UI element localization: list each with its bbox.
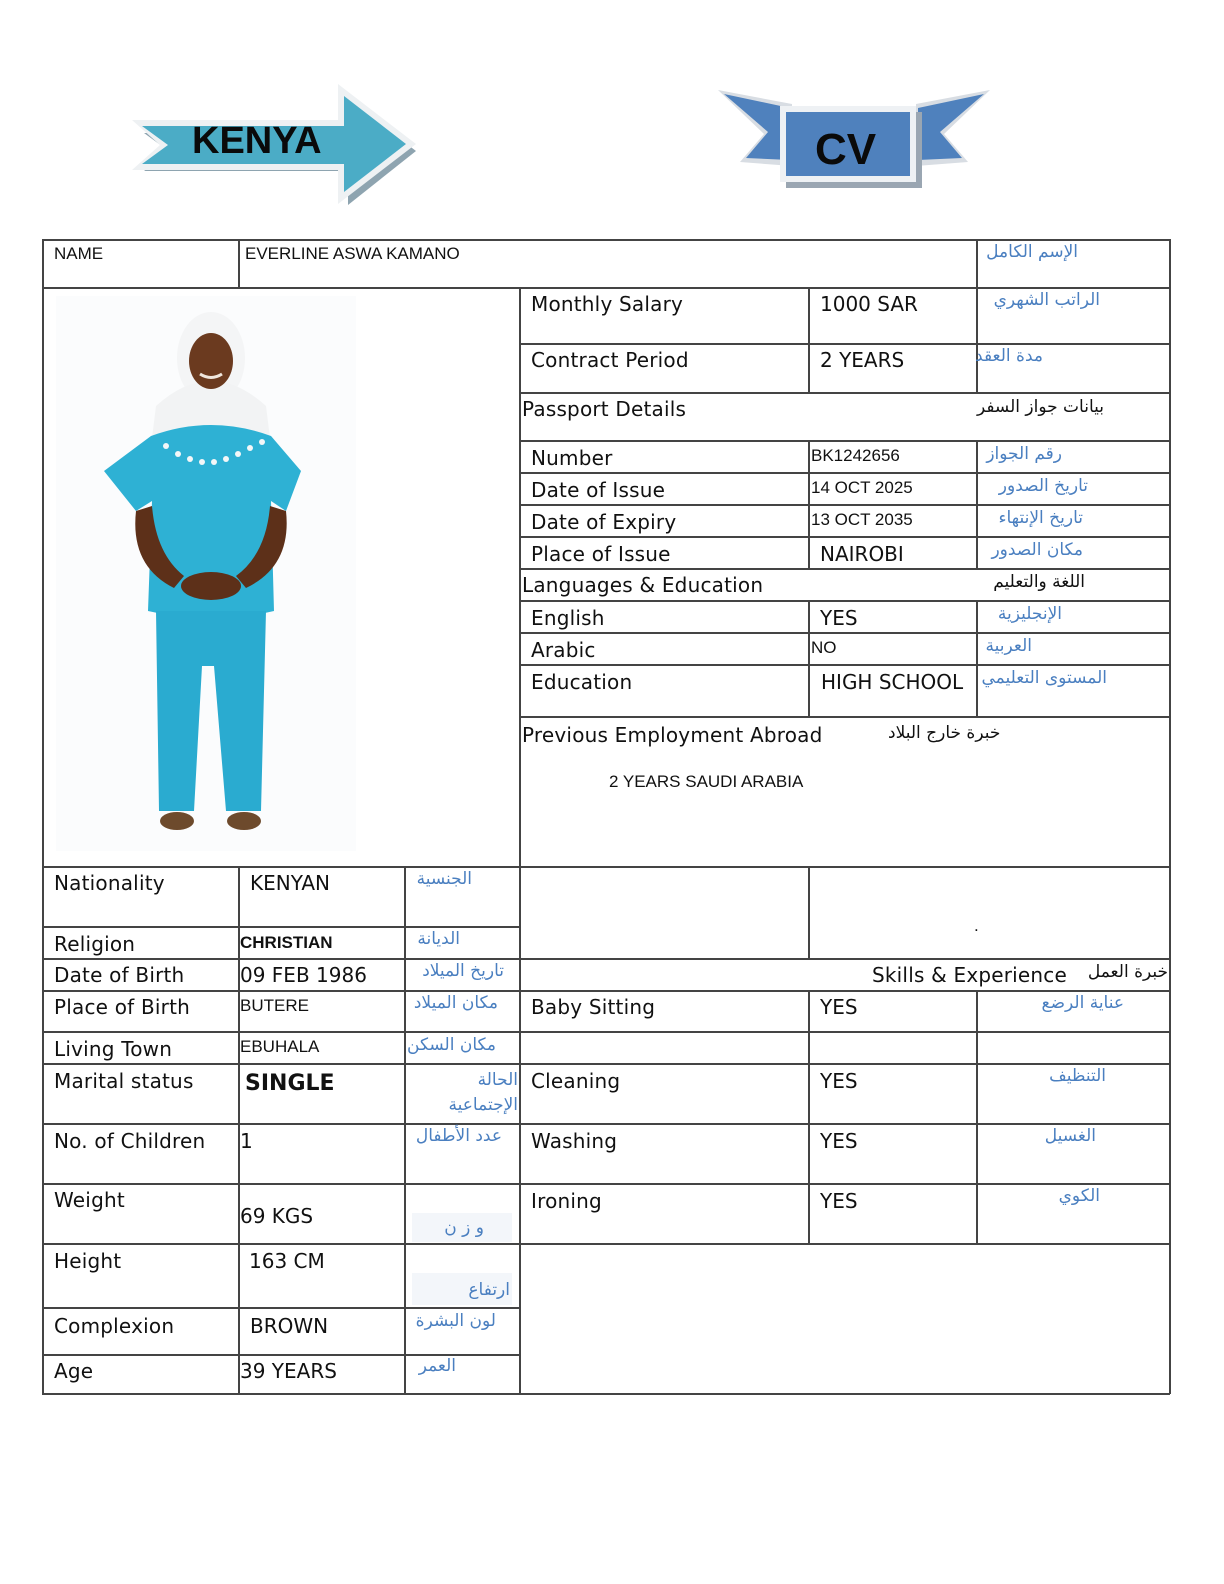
personal-label-ar: تاريخ الميلاد — [422, 961, 504, 981]
language-value: HIGH SCHOOL — [821, 670, 964, 694]
personal-label-ar: مكان السكن — [407, 1035, 496, 1055]
passport-label-ar: تاريخ الصدور — [998, 476, 1088, 496]
personal-value: 1 — [240, 1129, 253, 1153]
skill-label-ar: عناية الرضع — [1041, 993, 1124, 1013]
personal-label-ar: لون البشرة — [415, 1311, 496, 1331]
personal-value: CHRISTIAN — [240, 933, 333, 952]
name-label-ar: الإسم الكامل — [986, 242, 1078, 262]
skill-value: YES — [820, 1069, 858, 1093]
personal-value: KENYAN — [250, 871, 331, 895]
personal-value: 39 YEARS — [240, 1359, 337, 1383]
languages-section-title-ar: اللغة والتعليم — [993, 572, 1085, 592]
personal-label-ar: ارتفاع — [468, 1280, 510, 1300]
passport-label: Place of Issue — [531, 542, 671, 566]
skill-value: YES — [820, 995, 858, 1019]
personal-label: Weight — [54, 1188, 125, 1212]
passport-label: Date of Expiry — [531, 510, 677, 534]
contract-value: 1000 SAR — [820, 292, 918, 316]
personal-value: BROWN — [250, 1314, 329, 1338]
personal-label: Nationality — [54, 871, 165, 895]
name-value: EVERLINE ASWA KAMANO — [245, 244, 460, 263]
personal-label-ar: الحالة الإجتماعية — [448, 1070, 518, 1115]
skill-label: Washing — [531, 1129, 618, 1153]
personal-label-ar: و ز ن — [444, 1218, 484, 1238]
personal-value: BUTERE — [240, 996, 309, 1015]
language-label-ar: المستوى التعليمي — [981, 668, 1107, 688]
language-label-ar: الإنجليزية — [997, 604, 1062, 624]
passport-label-ar: رقم الجواز — [986, 444, 1062, 464]
skill-value: YES — [820, 1189, 858, 1213]
personal-label: Place of Birth — [54, 995, 190, 1019]
personal-label: Religion — [54, 932, 136, 956]
contract-value: 2 YEARS — [820, 348, 905, 372]
employment-section-title-ar: خبرة خارج البلاد — [888, 723, 1001, 743]
personal-label: Age — [54, 1359, 94, 1383]
passport-value: 13 OCT 2035 — [811, 510, 913, 529]
personal-label: No. of Children — [54, 1129, 206, 1153]
language-label: Education — [531, 670, 633, 694]
contract-label: Contract Period — [531, 348, 689, 372]
contract-label: Monthly Salary — [531, 292, 684, 316]
personal-label: Complexion — [54, 1314, 175, 1338]
language-label: Arabic — [531, 638, 596, 662]
country-banner-text: KENYA — [192, 120, 322, 162]
personal-label: Living Town — [54, 1037, 173, 1061]
candidate-photo — [56, 296, 356, 851]
employment-section-title: Previous Employment Abroad — [522, 723, 823, 747]
skills-section-title: Skills & Experience — [872, 963, 1068, 987]
passport-value: NAIROBI — [820, 542, 904, 566]
personal-value: 69 KGS — [240, 1204, 314, 1228]
skill-label: Baby Sitting — [531, 995, 656, 1019]
employment-value: 2 YEARS SAUDI ARABIA — [609, 772, 804, 791]
personal-label-ar: مكان الميلاد — [413, 993, 498, 1013]
passport-label-ar: تاريخ الإنتهاء — [998, 508, 1083, 528]
skill-value: YES — [820, 1129, 858, 1153]
passport-value: BK1242656 — [811, 446, 900, 465]
languages-section-title: Languages & Education — [522, 573, 764, 597]
passport-section-title: Passport Details — [522, 397, 687, 421]
cv-banner-text: CV — [815, 125, 877, 174]
personal-value: 163 CM — [249, 1249, 325, 1273]
personal-label-ar: عدد الأطفال — [415, 1126, 502, 1146]
passport-label: Date of Issue — [531, 478, 666, 502]
personal-value: 09 FEB 1986 — [240, 963, 367, 987]
personal-label-ar: الديانة — [417, 929, 460, 949]
skill-label-ar: الغسيل — [1044, 1126, 1096, 1146]
personal-label: Height — [54, 1249, 122, 1273]
personal-label: Date of Birth — [54, 963, 185, 987]
contract-label-ar: الراتب الشهري — [993, 290, 1100, 310]
skills-section-title-ar: خبرة العمل — [1087, 962, 1168, 982]
skill-label-ar: التنظيف — [1049, 1066, 1106, 1086]
language-value: YES — [820, 606, 858, 630]
skill-label-ar: الكوي — [1058, 1186, 1100, 1206]
language-label: English — [531, 606, 605, 630]
placeholder-dot: . — [974, 916, 979, 935]
name-label: NAME — [54, 244, 104, 263]
passport-label: Number — [531, 446, 613, 470]
language-value: NO — [811, 638, 837, 657]
language-label-ar: العربية — [985, 636, 1032, 656]
passport-section-title-ar: بيانات جواز السفر — [976, 397, 1104, 417]
skill-label: Cleaning — [531, 1069, 621, 1093]
skill-label: Ironing — [531, 1189, 602, 1213]
personal-value: SINGLE — [245, 1071, 335, 1096]
personal-label-ar: العمر — [418, 1356, 456, 1376]
contract-label-ar: مدة العقد — [975, 346, 1043, 366]
passport-label-ar: مكان الصدور — [991, 540, 1083, 560]
passport-value: 14 OCT 2025 — [811, 478, 913, 497]
personal-label: Marital status — [54, 1069, 194, 1093]
personal-value: EBUHALA — [240, 1037, 320, 1056]
personal-label-ar: الجنسية — [416, 869, 472, 889]
